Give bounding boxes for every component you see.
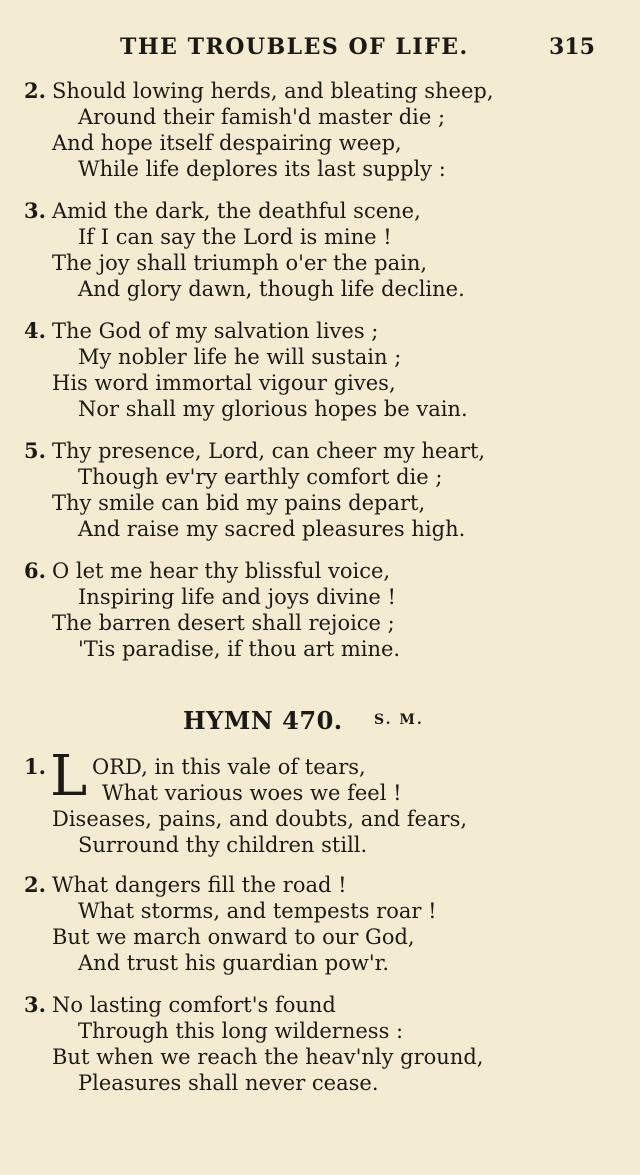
hymn-heading — [0, 706, 640, 740]
verse-text: Amid the dark, the deathful scene, — [52, 199, 421, 223]
stanza-6 — [0, 558, 640, 662]
verse-line — [0, 490, 640, 516]
verse-line — [0, 250, 640, 276]
verse-line — [0, 950, 640, 976]
stanza-number: 3. — [24, 198, 46, 223]
drop-cap: L — [50, 744, 88, 809]
stanza-number: 4. — [24, 318, 46, 343]
verse-text: The joy shall triumph o'er the pain, — [52, 251, 428, 275]
verse-line — [0, 924, 640, 950]
verse-text: And raise my sacred pleasures high. — [78, 517, 466, 541]
stanza-number: 2. — [24, 872, 46, 897]
verse-text: But we march onward to our God, — [52, 925, 415, 949]
hymn-stanza-2 — [0, 872, 640, 976]
verse-text: Pleasures shall never cease. — [78, 1071, 379, 1095]
stanza-number: 3. — [24, 992, 46, 1017]
verse-text: Through this long wilderness : — [78, 1019, 404, 1043]
verse-text: And trust his guardian pow'r. — [78, 951, 390, 975]
verse-text: The God of my salvation lives ; — [52, 319, 379, 343]
verse-text: Inspiring life and joys divine ! — [78, 585, 396, 609]
verse-text: What dangers fill the road ! — [52, 873, 347, 897]
verse-text: Thy smile can bid my pains depart, — [52, 491, 426, 515]
verse-line — [0, 806, 640, 832]
running-head — [0, 34, 640, 64]
verse-line — [0, 78, 640, 104]
verse-line — [0, 104, 640, 130]
verse-text: Though ev'ry earthly comfort die ; — [78, 465, 443, 489]
running-title: THE TROUBLES OF LIFE. — [120, 34, 469, 60]
verse-line — [0, 318, 640, 344]
verse-line — [0, 636, 640, 662]
verse-text: Surround thy children still. — [78, 833, 368, 857]
verse-line — [0, 1018, 640, 1044]
verse-line — [0, 156, 640, 182]
stanza-4 — [0, 318, 640, 422]
verse-text: Around their famish'd master die ; — [78, 105, 446, 129]
verse-text: No lasting comfort's found — [52, 993, 336, 1017]
hymn-title: HYMN 470. — [183, 706, 343, 735]
verse-line — [0, 464, 640, 490]
hymn-meter: S. M. — [374, 712, 424, 728]
verse-text: Diseases, pains, and doubts, and fears, — [52, 807, 468, 831]
stanza-5 — [0, 438, 640, 542]
stanza-number: 1. — [24, 754, 46, 779]
verse-text: My nobler life he will sustain ; — [78, 345, 402, 369]
stanza-number: 2. — [24, 78, 46, 103]
verse-line — [0, 754, 640, 780]
verse-line — [0, 610, 640, 636]
verse-text: O let me hear thy blissful voice, — [52, 559, 391, 583]
verse-line — [0, 438, 640, 464]
verse-line — [0, 1070, 640, 1096]
page-number: 315 — [549, 34, 595, 60]
verse-line — [0, 344, 640, 370]
verse-text: ORD, in this vale of tears, — [92, 755, 366, 779]
verse-line — [0, 198, 640, 224]
verse-text: What various woes we feel ! — [102, 781, 402, 805]
stanza-number: 5. — [24, 438, 46, 463]
verse-line — [0, 1044, 640, 1070]
verse-line — [0, 992, 640, 1018]
verse-line — [0, 832, 640, 858]
verse-line — [0, 396, 640, 422]
verse-line — [0, 276, 640, 302]
verse-text: Thy presence, Lord, can cheer my heart, — [52, 439, 486, 463]
hymn-stanza-1 — [0, 744, 640, 858]
verse-text: The barren desert shall rejoice ; — [52, 611, 395, 635]
verse-line — [0, 516, 640, 542]
verse-line — [0, 872, 640, 898]
verse-line — [0, 224, 640, 250]
verse-line — [0, 898, 640, 924]
verse-text: If I can say the Lord is mine ! — [78, 225, 392, 249]
stanza-number: 6. — [24, 558, 46, 583]
verse-text: What storms, and tempests roar ! — [78, 899, 437, 923]
verse-line — [0, 558, 640, 584]
verse-text: And glory dawn, though life decline. — [78, 277, 465, 301]
verse-line — [0, 130, 640, 156]
hymn-stanza-3 — [0, 992, 640, 1096]
verse-line — [0, 780, 640, 806]
stanza-3 — [0, 198, 640, 302]
verse-text: Should lowing herds, and bleating sheep, — [52, 79, 494, 103]
verse-text: 'Tis paradise, if thou art mine. — [78, 637, 401, 661]
stanza-2 — [0, 78, 640, 182]
verse-text: Nor shall my glorious hopes be vain. — [78, 397, 468, 421]
verse-line — [0, 370, 640, 396]
verse-text: But when we reach the heav'nly ground, — [52, 1045, 484, 1069]
verse-text: While life deplores its last supply : — [78, 157, 446, 181]
verse-text: His word immortal vigour gives, — [52, 371, 396, 395]
verse-text: And hope itself despairing weep, — [52, 131, 402, 155]
verse-line — [0, 584, 640, 610]
